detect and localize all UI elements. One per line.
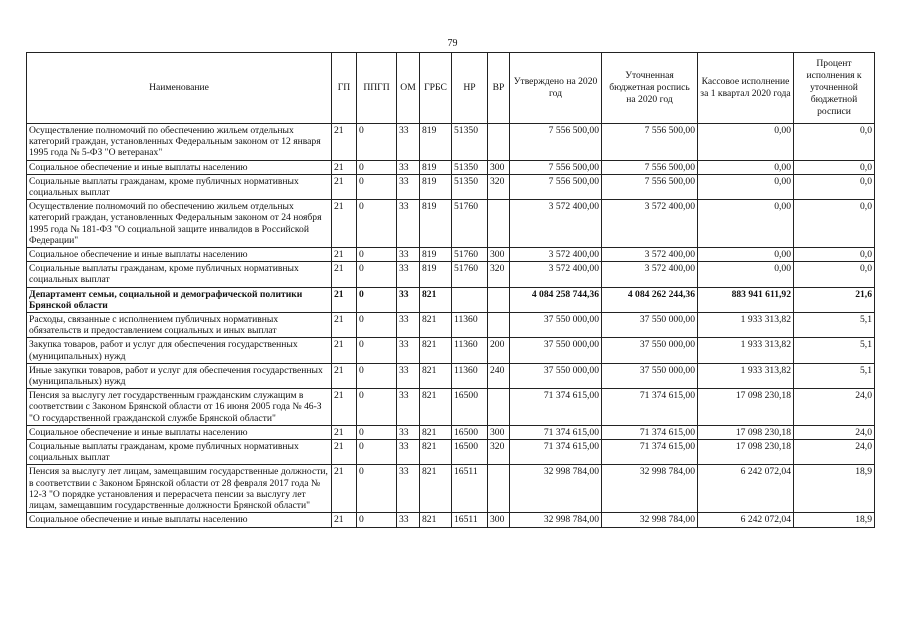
header-percent: Процент исполнения к уточненной бюджетной росписи [794, 53, 875, 124]
cell-gp: 21 [332, 200, 357, 248]
cell-grbs: 821 [420, 465, 452, 513]
cell-percent: 21,6 [794, 287, 875, 312]
cell-om: 33 [397, 160, 420, 174]
table-row [27, 440, 875, 465]
cell-gp: 21 [332, 338, 357, 363]
cell-grbs: 821 [420, 389, 452, 426]
cell-revised: 37 550 000,00 [602, 338, 698, 363]
cell-vr: 300 [488, 425, 510, 439]
cell-gp: 21 [332, 440, 357, 465]
cell-vr [488, 124, 510, 161]
cell-revised: 71 374 615,00 [602, 389, 698, 426]
cell-vr [488, 313, 510, 338]
cell-revised: 4 084 262 244,36 [602, 287, 698, 312]
cell-name: Пенсия за выслугу лет государственным гражданским служащим в соответствии с Законом Брянской области от 16 июня 2005 года № 46-З "О государственной гражданской службе Брянской области" [27, 389, 332, 426]
cell-approved: 7 556 500,00 [510, 174, 602, 199]
cell-ppgp: 0 [357, 425, 397, 439]
cell-ppgp: 0 [357, 338, 397, 363]
cell-ppgp: 0 [357, 313, 397, 338]
cell-ppgp: 0 [357, 262, 397, 287]
cell-revised: 37 550 000,00 [602, 313, 698, 338]
cell-cash: 6 242 072,04 [698, 513, 794, 527]
cell-np: 51350 [452, 124, 488, 161]
cell-om: 33 [397, 313, 420, 338]
cell-name: Пенсия за выслугу лет лицам, замещавшим государственные должности, в соответствии с Законом Брянской области от 28 февраля 2017 года № 12-З "О порядке установления и перерасчета пенсии за выслугу лет лицам, замещавшим государственные должности Брянской области" [27, 465, 332, 513]
cell-approved: 37 550 000,00 [510, 363, 602, 388]
cell-percent: 5,1 [794, 313, 875, 338]
cell-name: Иные закупки товаров, работ и услуг для обеспечения государственных (муниципальных) нужд [27, 363, 332, 388]
page-number: 79 [447, 38, 458, 49]
cell-percent: 0,0 [794, 124, 875, 161]
cell-cash: 17 098 230,18 [698, 389, 794, 426]
cell-om: 33 [397, 425, 420, 439]
cell-np: 16511 [452, 465, 488, 513]
cell-cash: 1 933 313,82 [698, 363, 794, 388]
table-row [27, 389, 875, 426]
cell-np: 51760 [452, 262, 488, 287]
cell-revised: 3 572 400,00 [602, 200, 698, 248]
cell-percent: 0,0 [794, 248, 875, 262]
cell-revised: 37 550 000,00 [602, 363, 698, 388]
cell-ppgp: 0 [357, 287, 397, 312]
header-revised: Уточненная бюджетная роспись на 2020 год [602, 53, 698, 124]
cell-name: Социальное обеспечение и иные выплаты населению [27, 160, 332, 174]
cell-cash: 0,00 [698, 262, 794, 287]
cell-cash: 17 098 230,18 [698, 440, 794, 465]
cell-ppgp: 0 [357, 513, 397, 527]
cell-om: 33 [397, 287, 420, 312]
cell-gp: 21 [332, 248, 357, 262]
table-row [27, 200, 875, 248]
cell-cash: 1 933 313,82 [698, 338, 794, 363]
cell-approved: 32 998 784,00 [510, 513, 602, 527]
cell-gp: 21 [332, 363, 357, 388]
header-grbs: ГРБС [420, 53, 452, 124]
cell-revised: 32 998 784,00 [602, 513, 698, 527]
cell-gp: 21 [332, 513, 357, 527]
table-row [27, 313, 875, 338]
cell-grbs: 819 [420, 160, 452, 174]
cell-percent: 0,0 [794, 262, 875, 287]
cell-cash: 6 242 072,04 [698, 465, 794, 513]
cell-gp: 21 [332, 174, 357, 199]
cell-om: 33 [397, 200, 420, 248]
cell-grbs: 819 [420, 262, 452, 287]
cell-vr: 320 [488, 174, 510, 199]
cell-percent: 24,0 [794, 425, 875, 439]
cell-om: 33 [397, 389, 420, 426]
table-row [27, 262, 875, 287]
cell-np: 16500 [452, 425, 488, 439]
cell-grbs: 821 [420, 425, 452, 439]
cell-vr [488, 389, 510, 426]
cell-grbs: 821 [420, 338, 452, 363]
cell-revised: 3 572 400,00 [602, 248, 698, 262]
cell-np: 11360 [452, 363, 488, 388]
cell-name: Социальное обеспечение и иные выплаты населению [27, 248, 332, 262]
cell-cash: 0,00 [698, 160, 794, 174]
cell-percent: 18,9 [794, 465, 875, 513]
cell-om: 33 [397, 248, 420, 262]
cell-percent: 0,0 [794, 160, 875, 174]
header-gp: ГП [332, 53, 357, 124]
cell-percent: 0,0 [794, 200, 875, 248]
cell-grbs: 821 [420, 313, 452, 338]
cell-grbs: 819 [420, 200, 452, 248]
table-row-department [27, 287, 875, 312]
cell-revised: 7 556 500,00 [602, 174, 698, 199]
cell-vr: 320 [488, 440, 510, 465]
budget-table [26, 52, 875, 528]
header-cash: Кассовое исполнение за 1 квартал 2020 года [698, 53, 794, 124]
cell-name: Осуществление полномочий по обеспечению жильем отдельных категорий граждан, установленных Федеральным законом от 24 ноября 1995 года № 181-ФЗ "О социальной защите инвалидов в Российской Федерации" [27, 200, 332, 248]
cell-np: 11360 [452, 313, 488, 338]
cell-revised: 7 556 500,00 [602, 160, 698, 174]
cell-np: 51760 [452, 248, 488, 262]
header-om: ОМ [397, 53, 420, 124]
table-row [27, 338, 875, 363]
cell-cash: 17 098 230,18 [698, 425, 794, 439]
cell-cash: 0,00 [698, 174, 794, 199]
cell-approved: 4 084 258 744,36 [510, 287, 602, 312]
header-np: НР [452, 53, 488, 124]
cell-ppgp: 0 [357, 389, 397, 426]
header-approved: Утверждено на 2020 год [510, 53, 602, 124]
cell-om: 33 [397, 465, 420, 513]
cell-name: Социальное обеспечение и иные выплаты населению [27, 425, 332, 439]
cell-revised: 3 572 400,00 [602, 262, 698, 287]
cell-gp: 21 [332, 465, 357, 513]
cell-ppgp: 0 [357, 465, 397, 513]
cell-om: 33 [397, 174, 420, 199]
cell-cash: 0,00 [698, 248, 794, 262]
cell-approved: 3 572 400,00 [510, 200, 602, 248]
cell-approved: 37 550 000,00 [510, 313, 602, 338]
header-vr: ВР [488, 53, 510, 124]
cell-revised: 71 374 615,00 [602, 440, 698, 465]
cell-grbs: 819 [420, 124, 452, 161]
cell-np: 11360 [452, 338, 488, 363]
table-row [27, 248, 875, 262]
cell-vr: 240 [488, 363, 510, 388]
cell-ppgp: 0 [357, 248, 397, 262]
cell-np [452, 287, 488, 312]
cell-vr: 320 [488, 262, 510, 287]
cell-approved: 71 374 615,00 [510, 440, 602, 465]
cell-grbs: 819 [420, 248, 452, 262]
cell-percent: 5,1 [794, 363, 875, 388]
table-row [27, 513, 875, 527]
cell-om: 33 [397, 124, 420, 161]
header-name: Наименование [27, 53, 332, 124]
cell-approved: 37 550 000,00 [510, 338, 602, 363]
cell-grbs: 821 [420, 287, 452, 312]
cell-grbs: 819 [420, 174, 452, 199]
cell-np: 16500 [452, 440, 488, 465]
cell-cash: 0,00 [698, 200, 794, 248]
cell-ppgp: 0 [357, 440, 397, 465]
cell-percent: 0,0 [794, 174, 875, 199]
cell-gp: 21 [332, 287, 357, 312]
cell-approved: 3 572 400,00 [510, 248, 602, 262]
cell-percent: 5,1 [794, 338, 875, 363]
cell-revised: 7 556 500,00 [602, 124, 698, 161]
cell-vr: 300 [488, 513, 510, 527]
cell-grbs: 821 [420, 440, 452, 465]
cell-name: Осуществление полномочий по обеспечению жильем отдельных категорий граждан, установленных Федеральным законом от 12 января 1995 года № 5-ФЗ "О ветеранах" [27, 124, 332, 161]
cell-cash: 0,00 [698, 124, 794, 161]
cell-om: 33 [397, 338, 420, 363]
cell-vr: 300 [488, 160, 510, 174]
table-row [27, 465, 875, 513]
cell-om: 33 [397, 513, 420, 527]
cell-approved: 3 572 400,00 [510, 262, 602, 287]
cell-vr: 200 [488, 338, 510, 363]
cell-np: 51350 [452, 160, 488, 174]
cell-np: 16511 [452, 513, 488, 527]
cell-np: 16500 [452, 389, 488, 426]
cell-grbs: 821 [420, 513, 452, 527]
cell-np: 51350 [452, 174, 488, 199]
cell-ppgp: 0 [357, 160, 397, 174]
cell-ppgp: 0 [357, 200, 397, 248]
cell-vr: 300 [488, 248, 510, 262]
cell-vr [488, 287, 510, 312]
cell-name: Социальные выплаты гражданам, кроме публичных нормативных социальных выплат [27, 174, 332, 199]
header-ppgp: ППГП [357, 53, 397, 124]
cell-ppgp: 0 [357, 363, 397, 388]
cell-gp: 21 [332, 313, 357, 338]
cell-name: Социальные выплаты гражданам, кроме публичных нормативных социальных выплат [27, 440, 332, 465]
cell-approved: 32 998 784,00 [510, 465, 602, 513]
cell-name: Социальное обеспечение и иные выплаты населению [27, 513, 332, 527]
cell-gp: 21 [332, 160, 357, 174]
cell-np: 51760 [452, 200, 488, 248]
cell-om: 33 [397, 262, 420, 287]
cell-name: Расходы, связанные с исполнением публичных нормативных обязательств и предоставлением социальных и иных выплат [27, 313, 332, 338]
cell-cash: 883 941 611,92 [698, 287, 794, 312]
cell-name: Закупка товаров, работ и услуг для обеспечения государственных (муниципальных) нужд [27, 338, 332, 363]
cell-gp: 21 [332, 389, 357, 426]
cell-gp: 21 [332, 425, 357, 439]
cell-vr [488, 465, 510, 513]
cell-approved: 7 556 500,00 [510, 124, 602, 161]
cell-approved: 71 374 615,00 [510, 425, 602, 439]
cell-percent: 18,9 [794, 513, 875, 527]
cell-gp: 21 [332, 124, 357, 161]
table-row [27, 425, 875, 439]
cell-ppgp: 0 [357, 124, 397, 161]
cell-revised: 71 374 615,00 [602, 425, 698, 439]
table-row [27, 160, 875, 174]
table-row [27, 174, 875, 199]
cell-om: 33 [397, 363, 420, 388]
cell-approved: 7 556 500,00 [510, 160, 602, 174]
cell-ppgp: 0 [357, 174, 397, 199]
cell-om: 33 [397, 440, 420, 465]
table-row [27, 124, 875, 161]
cell-vr [488, 200, 510, 248]
cell-approved: 71 374 615,00 [510, 389, 602, 426]
table-row [27, 363, 875, 388]
cell-cash: 1 933 313,82 [698, 313, 794, 338]
cell-percent: 24,0 [794, 440, 875, 465]
cell-grbs: 821 [420, 363, 452, 388]
cell-percent: 24,0 [794, 389, 875, 426]
cell-revised: 32 998 784,00 [602, 465, 698, 513]
cell-name: Департамент семьи, социальной и демографической политики Брянской области [27, 287, 332, 312]
cell-name: Социальные выплаты гражданам, кроме публичных нормативных социальных выплат [27, 262, 332, 287]
table-header-row [27, 53, 875, 124]
cell-gp: 21 [332, 262, 357, 287]
